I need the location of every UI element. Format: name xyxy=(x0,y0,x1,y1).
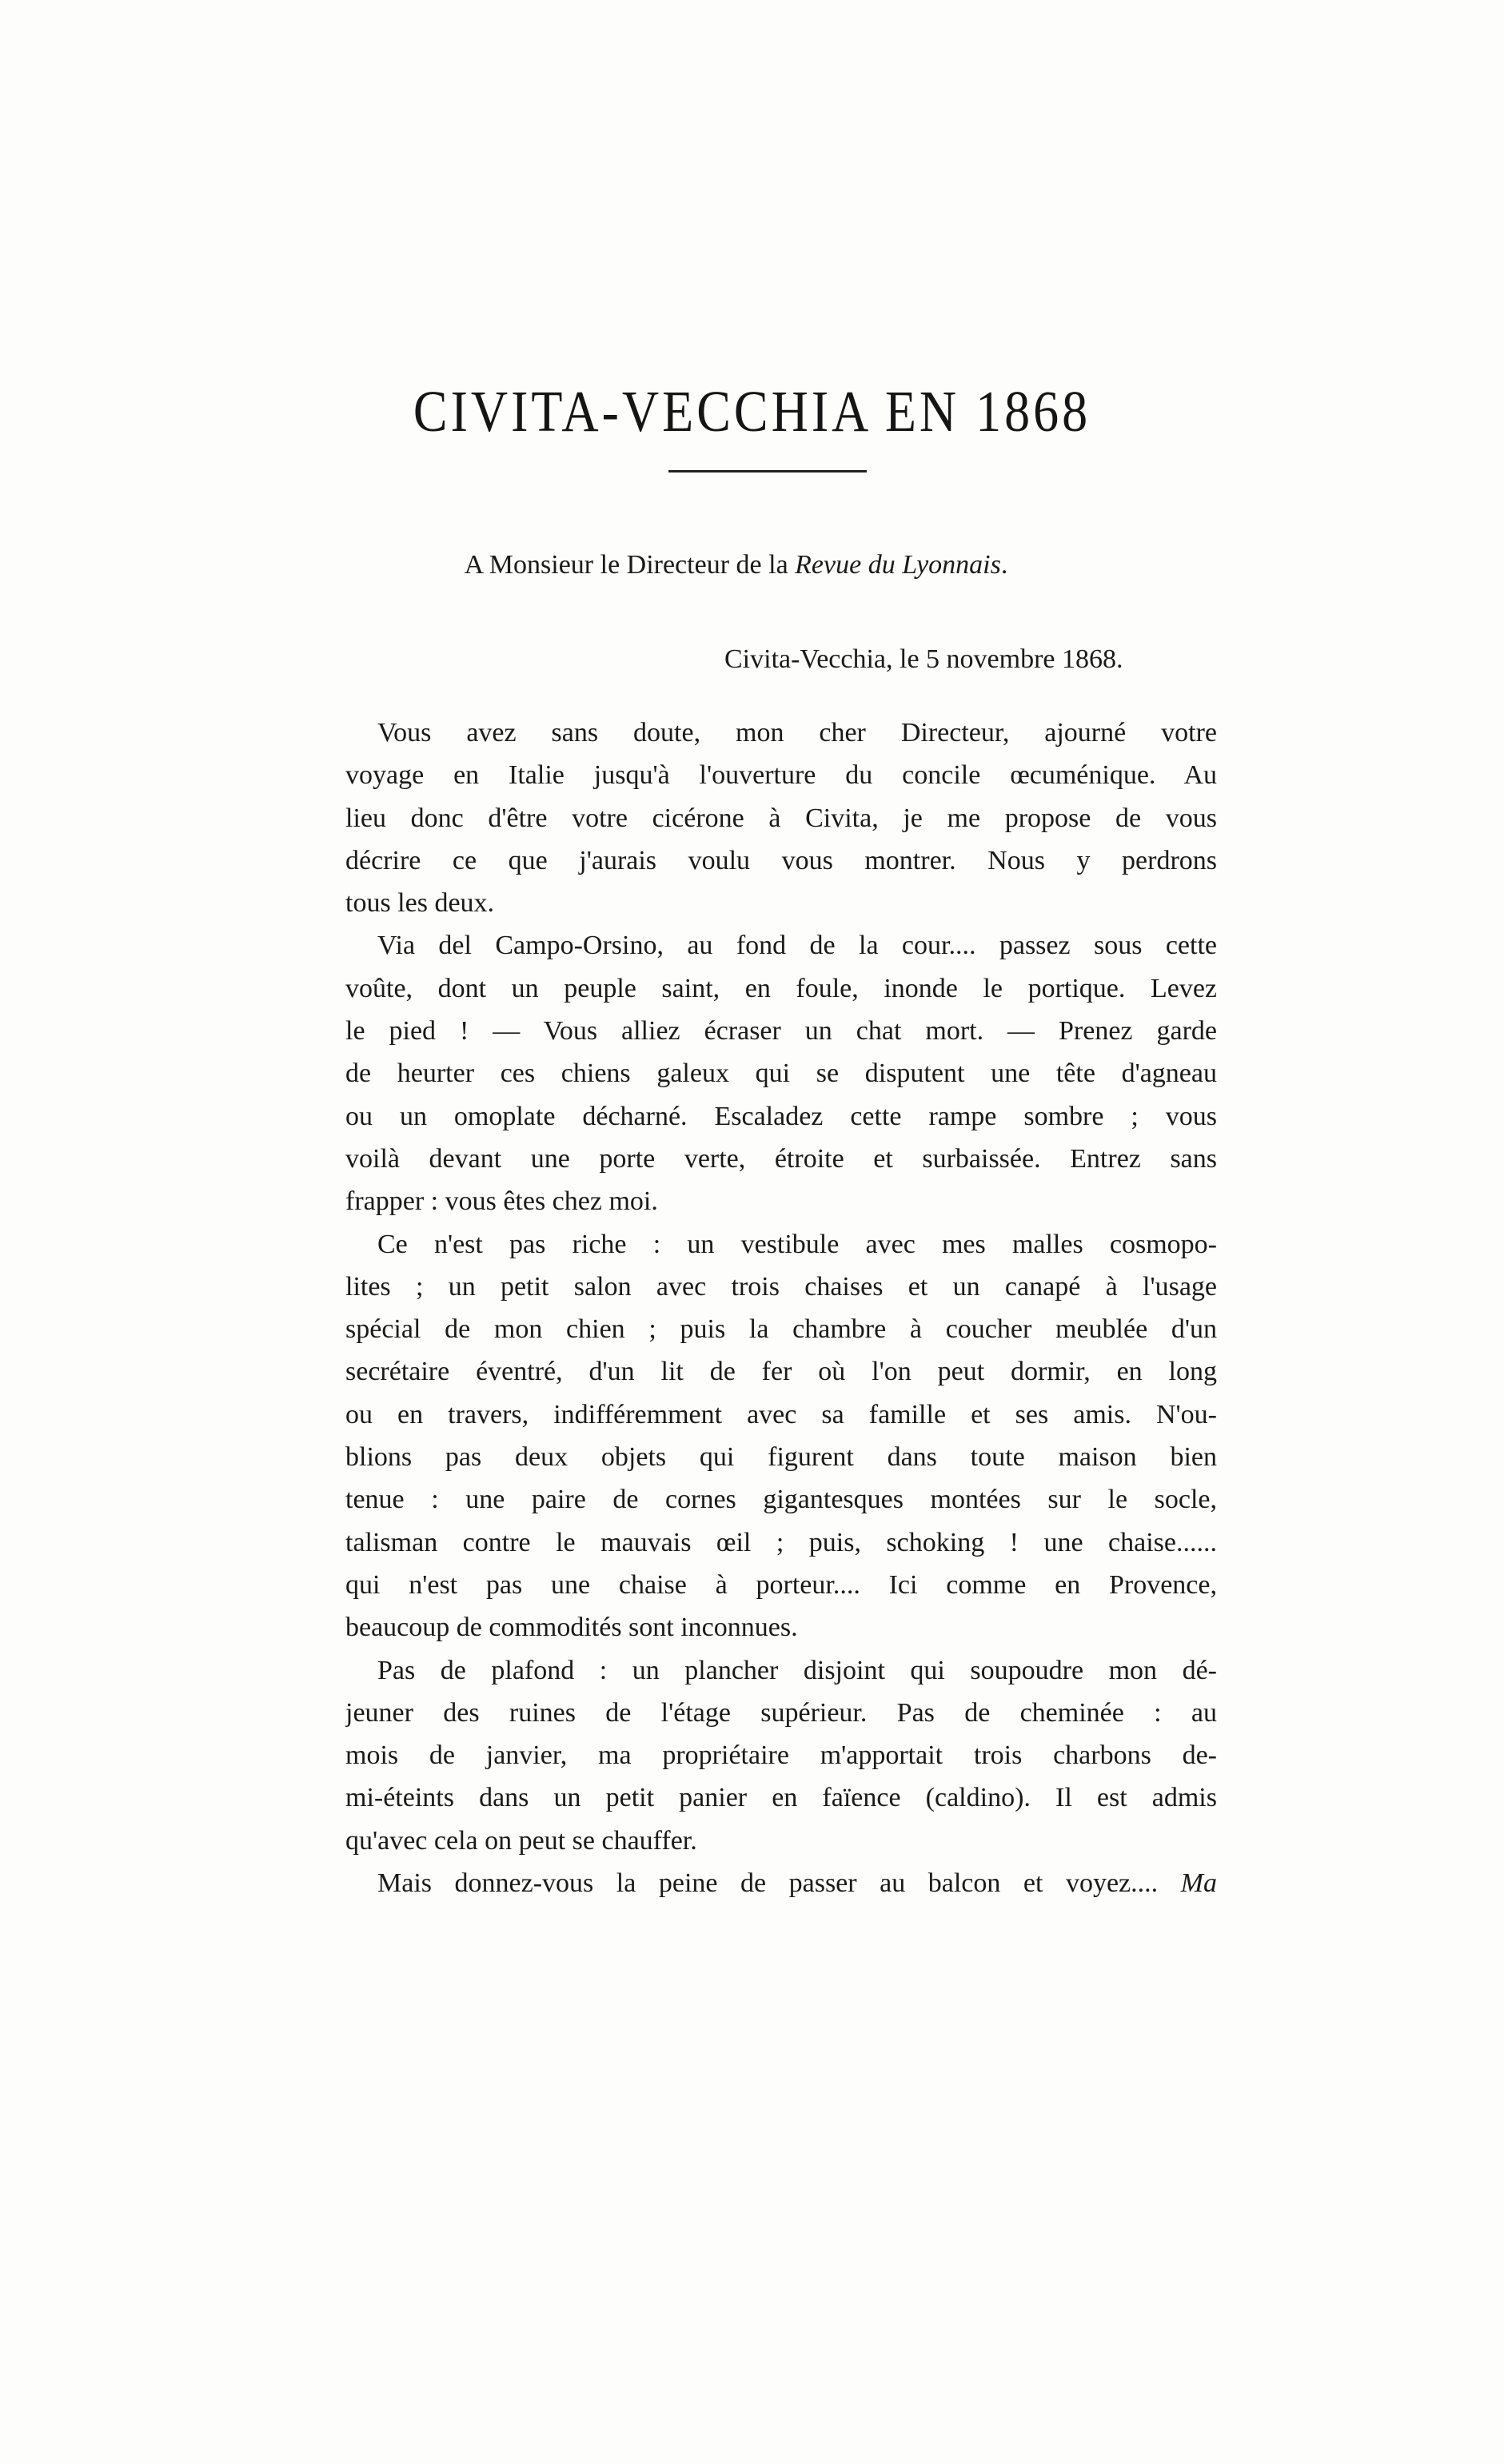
text-line: lites ; un petit salon avec trois chaises et un canapé à l'usage xyxy=(345,1271,1217,1302)
address-line xyxy=(0,550,1488,580)
letter-body xyxy=(345,712,1217,1904)
text-line: le pied ! — Vous alliez écraser un chat mort. — Prenez garde xyxy=(345,1016,1217,1047)
text-line: tous les deux. xyxy=(345,888,495,919)
text-line: lieu donc d'être votre cicérone à Civita, je me propose de vous xyxy=(345,803,1217,833)
text-line: ou un omoplate décharné. Escaladez cette rampe sombre ; vous xyxy=(345,1101,1217,1131)
text-line: tenue : une paire de cornes gigantesques montées sur le socle, xyxy=(345,1485,1217,1515)
text-line: Mais donnez-vous la peine de passer au balcon et voyez.... Ma xyxy=(377,1868,1217,1899)
text-line: de heurter ces chiens galeux qui se disputent une tête d'agneau xyxy=(345,1059,1217,1089)
text-line: frapper : vous êtes chez moi. xyxy=(345,1186,658,1217)
paragraph xyxy=(345,1223,1217,1649)
text-line: mi-éteints dans un petit panier en faïence (caldino). Il est admis xyxy=(345,1783,1217,1813)
text-line: ou en travers, indifféremment avec sa famille et ses amis. N'ou- xyxy=(345,1399,1217,1429)
title-rule xyxy=(668,470,867,472)
text-line: talisman contre le mauvais œil ; puis, schoking ! une chaise...... xyxy=(345,1527,1217,1557)
address-suffix: . xyxy=(1000,550,1008,580)
text-line: secrétaire éventré, d'un lit de fer où l'on peut dormir, en long xyxy=(345,1357,1217,1387)
paragraph xyxy=(345,924,1217,1222)
text-line: Ce n'est pas riche : un vestibule avec mes malles cosmopo- xyxy=(377,1229,1217,1259)
paragraph xyxy=(345,1649,1217,1862)
text-line: Via del Campo-Orsino, au fond de la cour.... passez sous cette xyxy=(377,931,1217,961)
text-line: voûte, dont un peuple saint, en foule, inonde le portique. Levez xyxy=(345,973,1217,1003)
text-line: Vous avez sans doute, mon cher Directeur, ajourné votre xyxy=(377,718,1217,748)
text-line: décrire ce que j'aurais voulu vous montrer. Nous y perdrons xyxy=(345,845,1217,875)
journal-name: Revue du Lyonnais xyxy=(795,550,1001,580)
text-line: qu'avec cela on peut se chauffer. xyxy=(345,1825,697,1856)
text-line: blions pas deux objets qui figurent dans toute maison bien xyxy=(345,1442,1217,1473)
dateline: Civita-Vecchia, le 5 novembre 1868. xyxy=(724,644,1123,674)
address-prefix: A Monsieur le Directeur de la xyxy=(464,550,796,580)
text-line: beaucoup de commodités sont inconnues. xyxy=(345,1613,798,1643)
paragraph xyxy=(345,712,1217,924)
text-line: voilà devant une porte verte, étroite et surbaissée. Entrez sans xyxy=(345,1143,1217,1174)
text-line: mois de janvier, ma propriétaire m'apportait trois charbons de- xyxy=(345,1740,1217,1771)
text-line: voyage en Italie jusqu'à l'ouverture du concile œcuménique. Au xyxy=(345,760,1217,791)
text-line: Pas de plafond : un plancher disjoint qui soupoudre mon dé- xyxy=(377,1655,1217,1685)
article-title: CIVITA-VECCHIA EN 1868 xyxy=(413,378,1091,445)
text-line: qui n'est pas une chaise à porteur.... Ici comme en Provence, xyxy=(345,1569,1217,1600)
paragraph xyxy=(345,1862,1217,1904)
trailing-italic-word: Ma xyxy=(1180,1868,1217,1899)
text-line: spécial de mon chien ; puis la chambre à coucher meublée d'un xyxy=(345,1314,1217,1345)
text-line: jeuner des ruines de l'étage supérieur. Pas de cheminée : au xyxy=(345,1697,1217,1728)
